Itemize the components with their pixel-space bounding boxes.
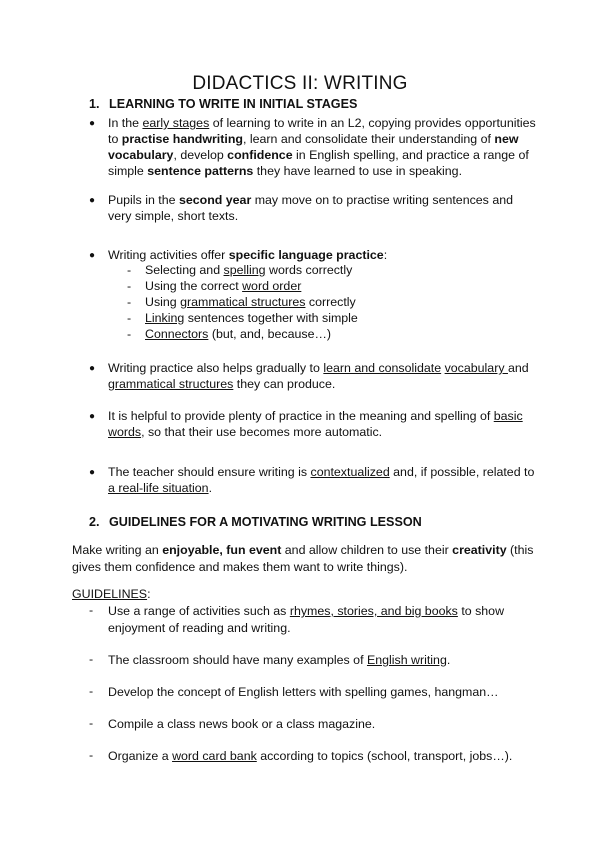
section-2-intro: Make writing an enjoyable, fun event and allow children to use their creativity (this gives them confidence and makes them want to write things). [72,543,534,574]
bullet-icon: ● [89,250,96,261]
section-1-heading-text: LEARNING TO WRITE IN INITIAL STAGES [109,97,358,111]
bullet-second-year: Pupils in the second year may move on to practise writing sentences and very simple, short texts. [108,193,513,223]
bullet-early-stages: In the early stages of learning to write in an L2, copying provides opportunities to practise handwriting, learn and consolidate their understanding of new vocabulary, develop confidence in English spelling, and practice a range of simple sentence patterns they have learned to use in speaking. [108,116,536,178]
guidelines-label: GUIDELINES: [72,587,151,601]
bullet-contextualized: The teacher should ensure writing is contextualized and, if possible, related to a real-life situation. [108,465,535,495]
bullet-icon: ● [89,411,96,422]
section-1-number: 1. [89,97,100,111]
bullet-language-practice: Writing activities offer specific language practice: [108,248,388,262]
bullet-icon: ● [89,467,96,478]
bullet-icon: ● [89,195,96,206]
underlined-term: early stages [142,116,210,130]
section-1-heading [89,97,357,111]
bullet-icon: ● [89,118,96,129]
section-2-heading-text: GUIDELINES FOR A MOTIVATING WRITING LESSON [109,515,422,529]
bullet-icon: ● [89,363,96,374]
bullet-basic-words: It is helpful to provide plenty of practice in the meaning and spelling of basic words, so that their use becomes more automatic. [108,409,523,439]
section-2-number: 2. [89,515,100,529]
section-2-heading [89,515,422,529]
bullet-consolidate: Writing practice also helps gradually to learn and consolidate vocabulary and grammatical structures they can produce. [108,361,529,391]
page-title: DIDACTICS II: WRITING [192,73,408,94]
